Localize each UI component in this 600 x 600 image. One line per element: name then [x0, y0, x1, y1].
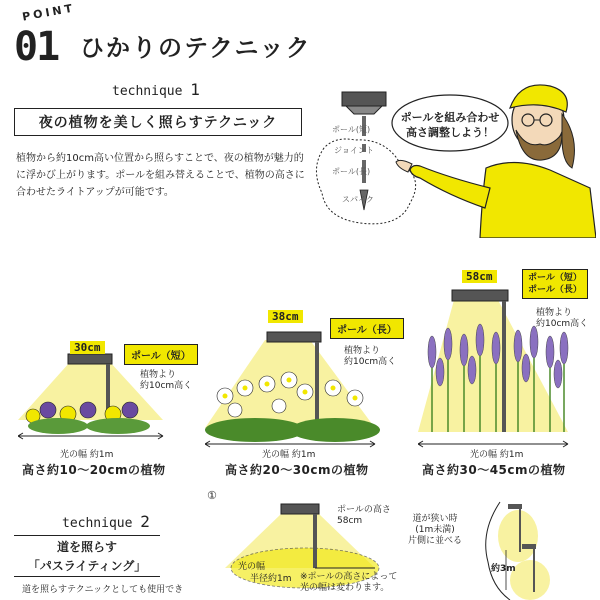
example-3-pole-line-1: ポール（短） — [528, 273, 582, 283]
technique-2-body: 道を照らすテクニックとしても使用でき — [22, 585, 184, 595]
bubble-line-1: ポールを組み合わせ — [400, 111, 500, 124]
narrow-path-line-2: (1m未満) — [415, 525, 455, 535]
example-2-size: 38cm — [268, 310, 303, 323]
technique-2-heading-line-2: 「パスライティング」 — [27, 559, 147, 573]
example-1-note-line-1: 植物より — [140, 370, 177, 380]
example-1-note — [140, 370, 192, 392]
example-3-note-line-1: 植物より — [536, 308, 573, 318]
pole-height-note-line-1: ※ポールの高さによって — [300, 572, 398, 582]
pole-height-label: ポールの高さ — [337, 505, 391, 515]
diagram-marker: ① — [207, 489, 217, 502]
point-number: 01 — [14, 24, 59, 70]
technique-2-label — [62, 512, 150, 531]
example-1-size: 30cm — [70, 341, 105, 354]
example-1-width: 光の幅 約1m — [60, 450, 114, 460]
point-label: POINT — [21, 1, 76, 24]
technique-2-label-text: technique — [62, 516, 133, 531]
pole-height-value: 58cm — [337, 516, 363, 526]
example-1-caption: 高さ約10～20cmの植物 — [22, 463, 166, 477]
example-3-pole-line-2: ポール（長） — [528, 285, 582, 295]
example-2-note-line-2: 約10cm高く — [344, 357, 397, 367]
example-3-width: 光の幅 約1m — [470, 450, 524, 460]
technique-label-text: technique — [112, 84, 183, 99]
example-2-note — [344, 346, 396, 368]
narrow-path-note — [408, 514, 462, 547]
example-2-caption: 高さ約20～30cmの植物 — [225, 463, 369, 477]
technique-number: 1 — [190, 80, 200, 99]
technique-2-heading-line-1: 道を照らす — [56, 540, 117, 554]
example-1-note-line-2: 約10cm高く — [140, 381, 193, 391]
example-2-pole-tag: ポール（長） — [330, 318, 404, 339]
part-label-spike: スパイク — [342, 195, 374, 204]
narrow-path-illustration — [470, 492, 595, 600]
example-2-width: 光の幅 約1m — [262, 450, 316, 460]
example-3-note-line-2: 約10cm高く — [536, 319, 589, 329]
page-title: ひかりのテクニック — [80, 34, 312, 62]
speech-bubble — [400, 110, 500, 140]
light-radius-label: 半径約1m — [250, 574, 292, 584]
technique-2-heading — [14, 535, 160, 577]
example-3-pole-tag — [522, 269, 588, 299]
bubble-line-2: 高さ調整しよう！ — [406, 126, 494, 139]
person-illustration — [300, 78, 596, 238]
narrow-path-line-1: 道が狭い時 — [412, 514, 458, 524]
spacing-label: 約3m — [491, 564, 516, 574]
part-label-long-pole: ポール(長) — [332, 167, 371, 176]
technique-1-label — [112, 80, 200, 99]
narrow-path-line-3: 片側に並べる — [408, 536, 463, 546]
example-2-note-line-1: 植物より — [344, 346, 381, 356]
example-3-caption: 高さ約30～45cmの植物 — [422, 463, 566, 477]
example-3-note — [536, 308, 588, 330]
technique-1-heading: 夜の植物を美しく照らすテクニック — [14, 108, 302, 136]
pole-height-note-line-2: 光の幅は変わります。 — [300, 583, 390, 593]
example-1-pole-tag: ポール（短） — [124, 344, 198, 365]
light-width-label: 光の幅 — [238, 562, 266, 572]
example-3-size: 58cm — [462, 270, 497, 283]
technique-1-body: 植物から約10cm高い位置から照らすことで、夜の植物が魅力的に浮かび上がります。ポールを組み替えることで、植物の高さに合わせたライトアップが可能です。 — [16, 153, 305, 198]
pole-height-note — [300, 572, 397, 594]
pole-height — [337, 505, 391, 527]
technique-2-number: 2 — [140, 512, 150, 531]
part-label-short-pole: ポール(短) — [332, 125, 371, 134]
part-label-joint: ジョイント — [334, 146, 374, 155]
